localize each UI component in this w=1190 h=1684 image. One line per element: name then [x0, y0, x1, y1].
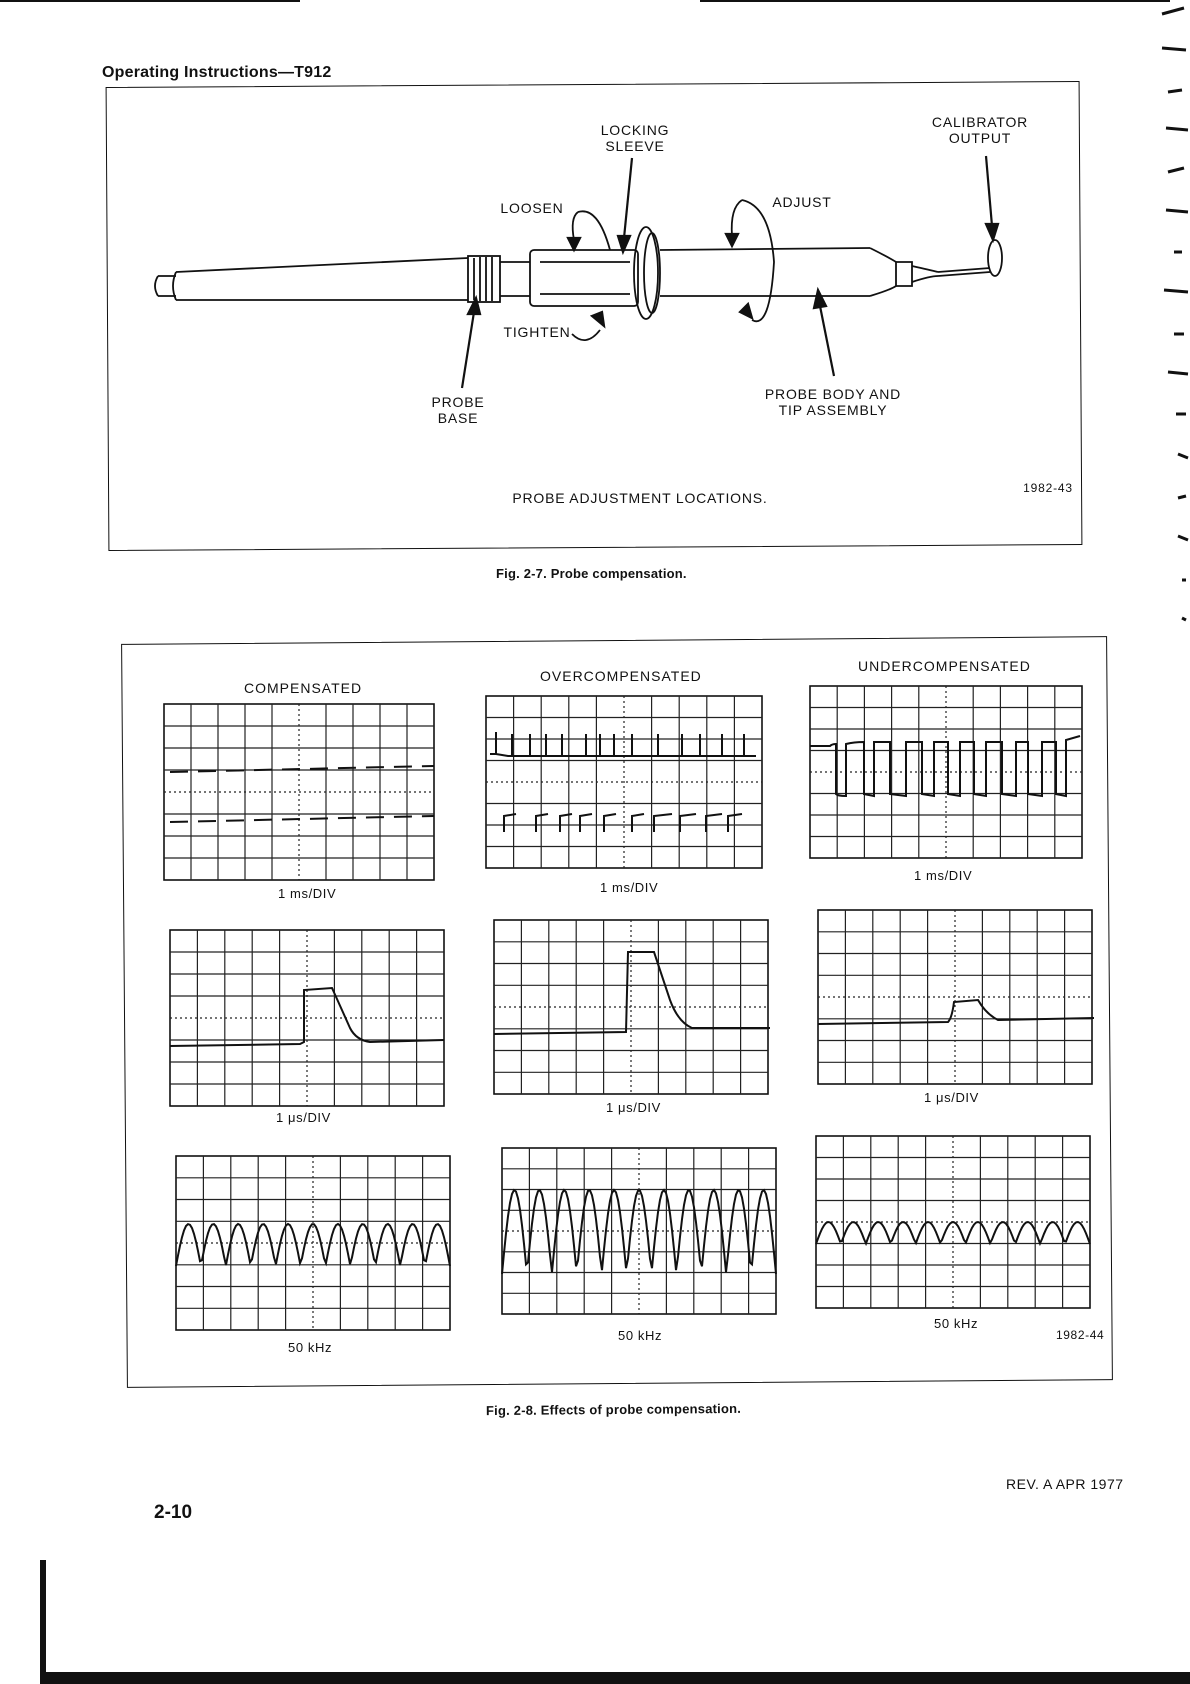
- label-row3-compensated: 50 kHz: [288, 1340, 333, 1355]
- label-row2-undercompensated: 1 μs/DIV: [924, 1090, 979, 1105]
- scan-edge-bottom: [40, 1672, 1190, 1684]
- scope-compensated-50khz: [176, 1156, 452, 1332]
- scope-compensated-1ms: [164, 704, 436, 882]
- page-number: 2-10: [154, 1502, 193, 1523]
- label-row2-compensated: 1 μs/DIV: [276, 1110, 331, 1125]
- figure1-caption: Fig. 2-7. Probe compensation.: [496, 566, 687, 581]
- figure2-caption: Fig. 2-8. Effects of probe compensation.: [485, 1400, 742, 1419]
- label-loosen: LOOSEN: [500, 200, 564, 216]
- label-row3-undercompensated: 50 kHz: [934, 1316, 979, 1331]
- label-adjust: ADJUST: [772, 194, 832, 210]
- label-row1-undercompensated: 1 ms/DIV: [914, 868, 973, 883]
- scope-compensated-1us: [170, 930, 446, 1108]
- label-row2-overcompensated: 1 μs/DIV: [606, 1100, 661, 1115]
- scope-undercompensated-50khz: [816, 1136, 1092, 1312]
- scope-overcompensated-1ms: [486, 696, 764, 870]
- column-title-compensated: COMPENSATED: [244, 680, 363, 696]
- page-header: Operating Instructions—T912: [102, 64, 332, 81]
- scope-undercompensated-1us: [818, 910, 1094, 1086]
- label-tighten: TIGHTEN: [503, 324, 571, 340]
- scope-overcompensated-1us: [494, 920, 770, 1096]
- figure2-code: 1982-44: [1056, 1328, 1105, 1342]
- column-title-overcompensated: OVERCOMPENSATED: [540, 668, 702, 684]
- scope-overcompensated-50khz: [502, 1148, 778, 1324]
- label-row1-overcompensated: 1 ms/DIV: [600, 880, 659, 895]
- label-row1-compensated: 1 ms/DIV: [278, 886, 337, 901]
- figure1-code: 1982-43: [1023, 481, 1073, 495]
- scope-undercompensated-1ms: [810, 686, 1084, 860]
- column-title-undercompensated: UNDERCOMPENSATED: [858, 658, 1031, 674]
- probe-drawing: [0, 0, 1190, 560]
- figure1-inner-title: PROBE ADJUSTMENT LOCATIONS.: [512, 490, 768, 506]
- scan-edge-left: [40, 1560, 46, 1684]
- label-row3-overcompensated: 50 kHz: [618, 1328, 663, 1343]
- label-probe-body: PROBE BODY AND TIP ASSEMBLY: [764, 386, 902, 418]
- revision-note: REV. A APR 1977: [1006, 1476, 1124, 1492]
- label-probe-base: PROBE BASE: [431, 394, 485, 426]
- label-locking-sleeve: LOCKING SLEEVE: [600, 122, 670, 154]
- label-calibrator-output: CALIBRATOR OUTPUT: [931, 114, 1029, 146]
